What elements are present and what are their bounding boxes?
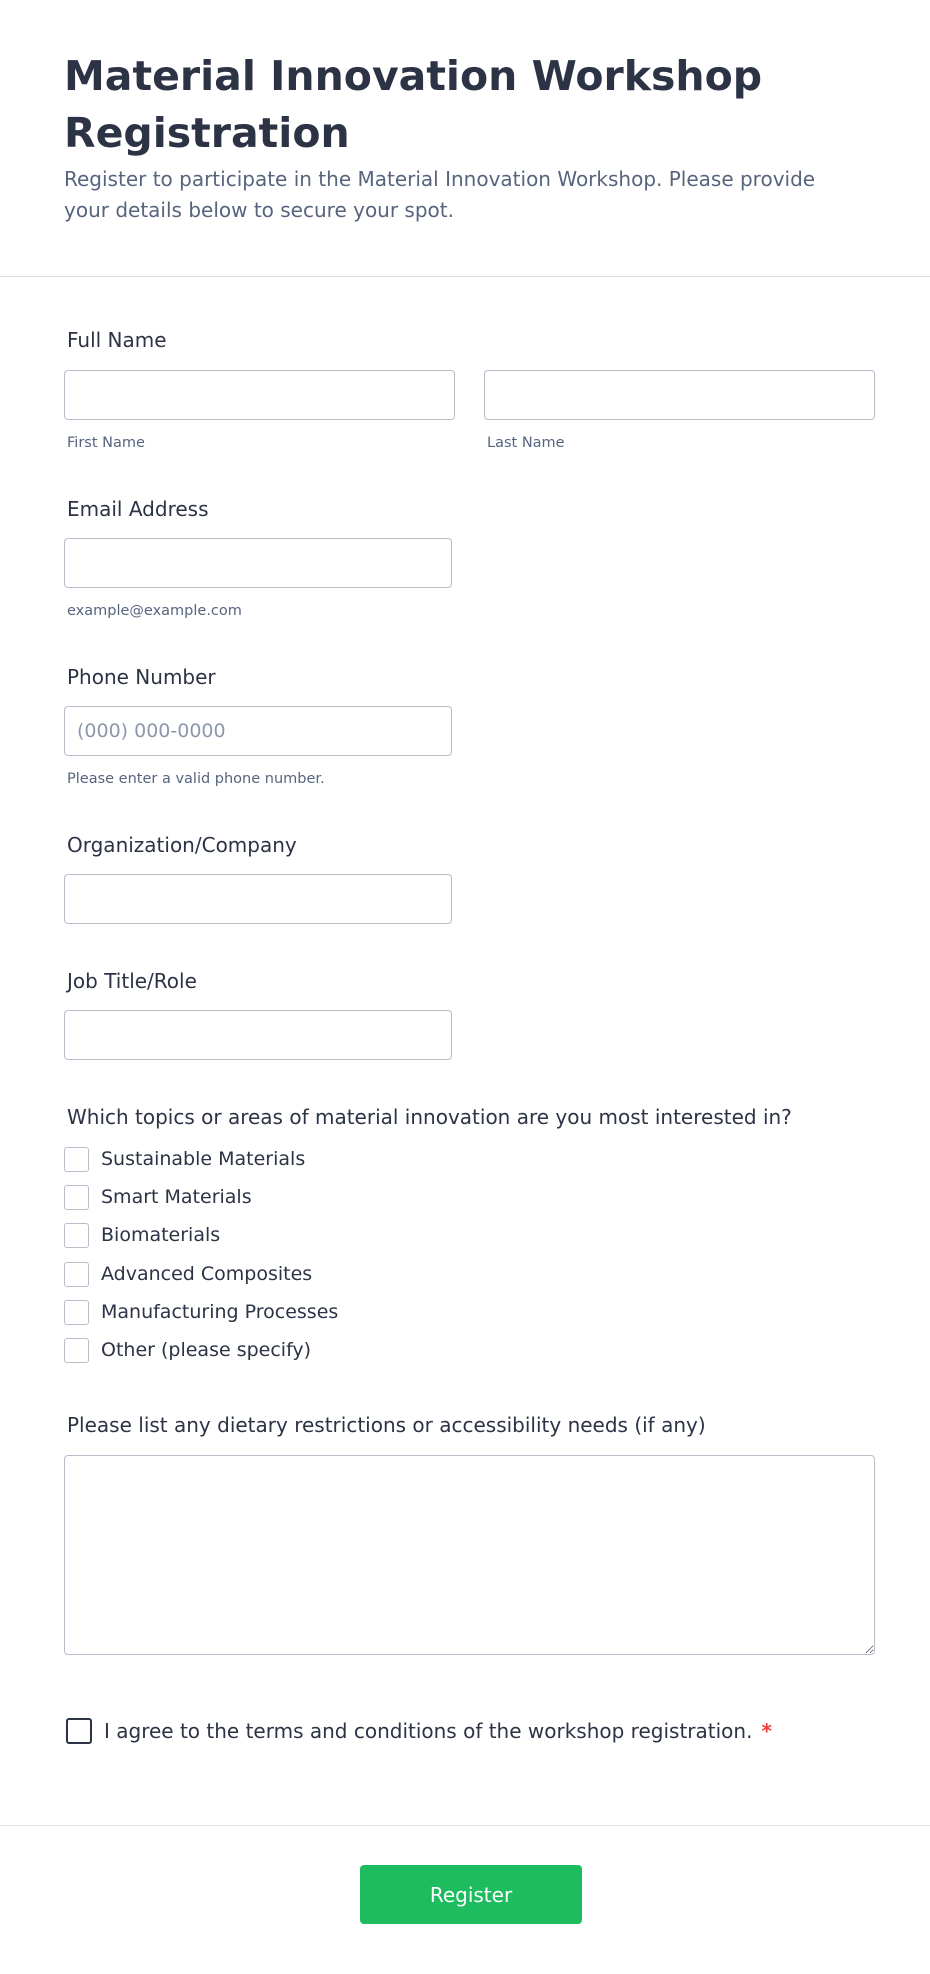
- terms-agreement[interactable]: [66, 1717, 772, 1745]
- terms-label: I agree to the terms and conditions of the workshop registration.: [104, 1719, 753, 1743]
- form-header: [0, 0, 930, 277]
- phone-input[interactable]: [64, 706, 452, 756]
- page-title: Material Innovation Workshop Registration: [64, 52, 763, 157]
- topic-option-label: Advanced Composites: [101, 1263, 313, 1285]
- footer-divider: [0, 1825, 930, 1826]
- first-name-input[interactable]: [64, 370, 455, 420]
- checkbox[interactable]: [64, 1262, 89, 1287]
- checkbox[interactable]: [64, 1147, 89, 1172]
- topic-option[interactable]: [64, 1184, 252, 1210]
- organization-label: Organization/Company: [67, 833, 297, 857]
- checkbox[interactable]: [64, 1338, 89, 1363]
- topic-option-label: Smart Materials: [101, 1186, 252, 1208]
- topic-option[interactable]: [64, 1146, 305, 1172]
- topic-option-label: Biomaterials: [101, 1224, 221, 1246]
- required-marker: *: [761, 1719, 772, 1743]
- last-name-sublabel: Last Name: [487, 435, 565, 451]
- form-description: Register to participate in the Material Innovation Workshop. Please provide your details below to secure your spot.: [64, 167, 816, 222]
- terms-checkbox[interactable]: [66, 1718, 92, 1744]
- last-name-input[interactable]: [484, 370, 875, 420]
- checkbox[interactable]: [64, 1300, 89, 1325]
- full-name-label: Full Name: [67, 328, 167, 352]
- topic-option[interactable]: [64, 1222, 220, 1248]
- topic-option[interactable]: [64, 1299, 338, 1325]
- phone-label: Phone Number: [67, 665, 216, 689]
- checkbox[interactable]: [64, 1223, 89, 1248]
- register-button[interactable]: Register: [360, 1865, 582, 1924]
- job-title-input[interactable]: [64, 1010, 452, 1060]
- topic-option-label: Manufacturing Processes: [101, 1301, 339, 1323]
- topic-option-label: Sustainable Materials: [101, 1148, 306, 1170]
- topics-question: Which topics or areas of material innovation are you most interested in?: [67, 1105, 792, 1129]
- topic-option[interactable]: [64, 1261, 312, 1287]
- organization-input[interactable]: [64, 874, 452, 924]
- first-name-sublabel: First Name: [67, 435, 145, 451]
- email-sublabel: example@example.com: [67, 603, 242, 619]
- checkbox[interactable]: [64, 1185, 89, 1210]
- phone-sublabel: Please enter a valid phone number.: [67, 771, 325, 787]
- email-label: Email Address: [67, 497, 209, 521]
- dietary-textarea[interactable]: [64, 1455, 875, 1655]
- topic-option-label: Other (please specify): [101, 1339, 312, 1361]
- email-input[interactable]: [64, 538, 452, 588]
- dietary-label: Please list any dietary restrictions or accessibility needs (if any): [67, 1413, 706, 1437]
- job-title-label: Job Title/Role: [67, 969, 197, 993]
- topic-option[interactable]: [64, 1337, 311, 1363]
